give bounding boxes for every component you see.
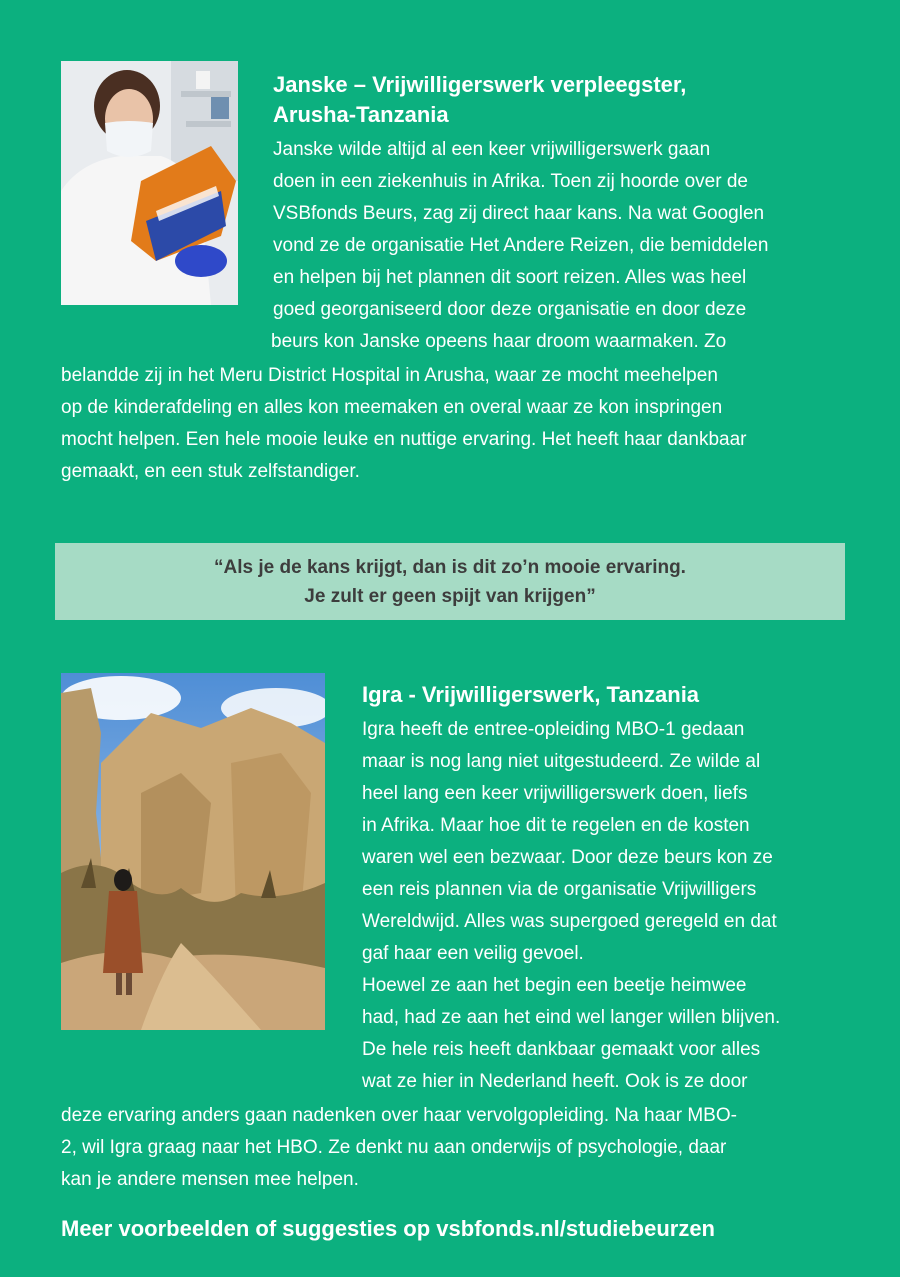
story2-heading: Igra - Vrijwilligerswerk, Tanzania (362, 682, 700, 707)
story2-text-line: De hele reis heeft dankbaar gemaakt voor alles (362, 1039, 761, 1060)
story1-text-line: op de kinderafdeling en alles kon meemaken en overal waar ze kon inspringen (61, 397, 723, 418)
story1-text-line: VSBfonds Beurs, zag zij direct haar kans. Na wat Googlen (273, 203, 765, 224)
story1-text-line: doen in een ziekenhuis in Afrika. Toen zij hoorde over de (273, 171, 748, 192)
story1-text-line: belandde zij in het Meru District Hospital in Arusha, waar ze mocht meehelpen (61, 365, 718, 386)
story1-heading (273, 70, 686, 130)
footer-link-text[interactable]: Meer voorbeelden of suggesties op vsbfonds.nl/studiebeurzen (61, 1216, 715, 1241)
story2-text-line: kan je andere mensen mee helpen. (61, 1169, 359, 1190)
story2-text-line: had, had ze aan het eind wel langer willen blijven. (362, 1007, 781, 1028)
story1-text-line: beurs kon Janske opeens haar droom waarmaken. Zo (271, 331, 727, 352)
nurse-photo (61, 61, 238, 305)
story1-text-line: Janske wilde altijd al een keer vrijwilligerswerk gaan (273, 139, 711, 160)
story2-text-line: een reis plannen via de organisatie Vrijwilligers (362, 879, 757, 900)
quote-line2: Je zult er geen spijt van krijgen” (304, 585, 596, 607)
story2-text-line: Wereldwijd. Alles was supergoed geregeld en dat (362, 911, 777, 932)
story1-heading-line1: Janske – Vrijwilligerswerk verpleegster, (273, 72, 687, 97)
story2-text-line: wat ze hier in Nederland heeft. Ook is ze door (362, 1071, 748, 1092)
story2-text-line: deze ervaring anders gaan nadenken over haar vervolgopleiding. Na haar MBO- (61, 1105, 737, 1126)
story2-text-line: Hoewel ze aan het begin een beetje heimwee (362, 975, 747, 996)
story1-heading-line2: Arusha-Tanzania (273, 102, 449, 127)
quote-box (55, 543, 845, 620)
story1-text-line: en helpen bij het plannen dit soort reizen. Alles was heel (273, 267, 747, 288)
story1-text-line: goed georganiseerd door deze organisatie en door deze (273, 299, 747, 320)
story2-text-line: 2, wil Igra graag naar het HBO. Ze denkt nu aan onderwijs of psychologie, daar (61, 1137, 727, 1158)
canyon-photo (61, 673, 325, 1030)
story2-text-line: maar is nog lang niet uitgestudeerd. Ze wilde al (362, 751, 761, 772)
story2-text-line: gaf haar een veilig gevoel. (362, 943, 584, 964)
story2-text-line: waren wel een bezwaar. Door deze beurs kon ze (362, 847, 773, 868)
story2-text-line: heel lang een keer vrijwilligerswerk doen, liefs (362, 783, 748, 804)
story1-text-line: vond ze de organisatie Het Andere Reizen, die bemiddelen (273, 235, 769, 256)
story1-text-line: gemaakt, en een stuk zelfstandiger. (61, 461, 360, 482)
quote-line1: “Als je de kans krijgt, dan is dit zo’n mooie ervaring. (214, 556, 686, 578)
story1-text-line: mocht helpen. Een hele mooie leuke en nuttige ervaring. Het heeft haar dankbaar (61, 429, 747, 450)
story2-text-line: Igra heeft de entree-opleiding MBO-1 gedaan (362, 719, 745, 740)
story2-text-line: in Afrika. Maar hoe dit te regelen en de kosten (362, 815, 750, 836)
